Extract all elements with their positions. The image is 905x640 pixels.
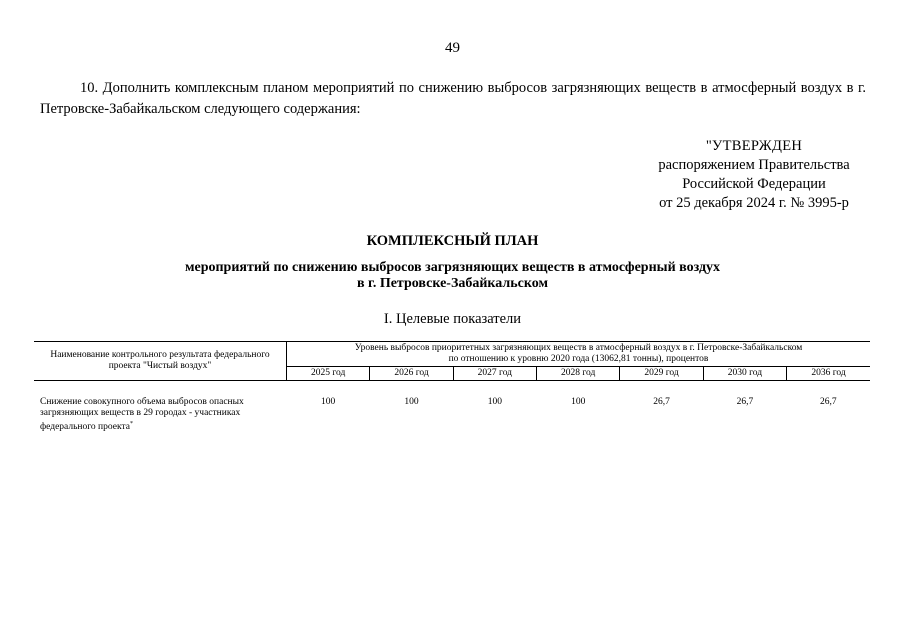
approval-line-3: от 25 декабря 2024 г. № 3995-р — [659, 195, 849, 211]
value-cell: 100 — [487, 397, 502, 407]
value-cell: 100 — [571, 397, 586, 407]
intro-paragraph: 10. Дополнить комплексным планом мероприятий по снижению выбросов загрязняющих веществ в атмосферный воздух в г. Петровске-Забайкальском следующего содержания: — [40, 80, 866, 117]
plan-subtitle-line-2: в г. Петровске-Забайкальском — [356, 276, 549, 291]
value-cell: 100 — [404, 397, 419, 407]
value-cell: 100 — [321, 397, 336, 407]
approval-title: "УТВЕРЖДЕН — [705, 138, 803, 154]
year-header: 2025 год — [287, 367, 370, 381]
plan-subtitle-line-1: мероприятий по снижению выбросов загрязняющих веществ в атмосферный воздух — [184, 260, 721, 275]
footnote-mark: * — [129, 421, 133, 427]
column-header-level-line-1: Уровень выбросов приоритетных загрязняющих веществ в атмосферный воздух в г. Петровске-Забайкальском — [354, 343, 803, 353]
table-header-row — [34, 342, 870, 367]
year-header: 2026 год — [370, 367, 453, 381]
value-cell: 26,7 — [819, 397, 837, 407]
row-name-cell — [34, 381, 287, 435]
page-number: 49 — [445, 40, 460, 56]
section-title: I. Целевые показатели — [383, 311, 522, 327]
plan-title: КОМПЛЕКСНЫЙ ПЛАН — [366, 233, 539, 249]
year-header: 2036 год — [787, 367, 870, 381]
year-header: 2030 год — [703, 367, 786, 381]
value-cell: 26,7 — [653, 397, 670, 407]
row-name-text: Снижение совокупного объема выбросов опасных загрязняющих веществ в 29 городах - участниках федерального проекта — [40, 397, 244, 433]
approval-line-2: Российской Федерации — [682, 176, 826, 192]
approval-line-1: распоряжением Правительства — [658, 157, 850, 173]
year-header: 2029 год — [620, 367, 703, 381]
plan-subtitle — [0, 260, 905, 292]
approval-block — [620, 137, 888, 213]
value-cell: 26,7 — [736, 397, 754, 407]
year-header: 2027 год — [453, 367, 536, 381]
indicators-table — [34, 341, 870, 434]
table-row — [34, 381, 870, 435]
column-header-level-line-2: по отношению к уровню 2020 года (13062,81 тонны), процентов — [448, 354, 709, 364]
column-header-level — [287, 342, 871, 367]
year-header: 2028 год — [537, 367, 620, 381]
column-header-name: Наименование контрольного результата федерального проекта "Чистый воздух" — [34, 342, 287, 381]
